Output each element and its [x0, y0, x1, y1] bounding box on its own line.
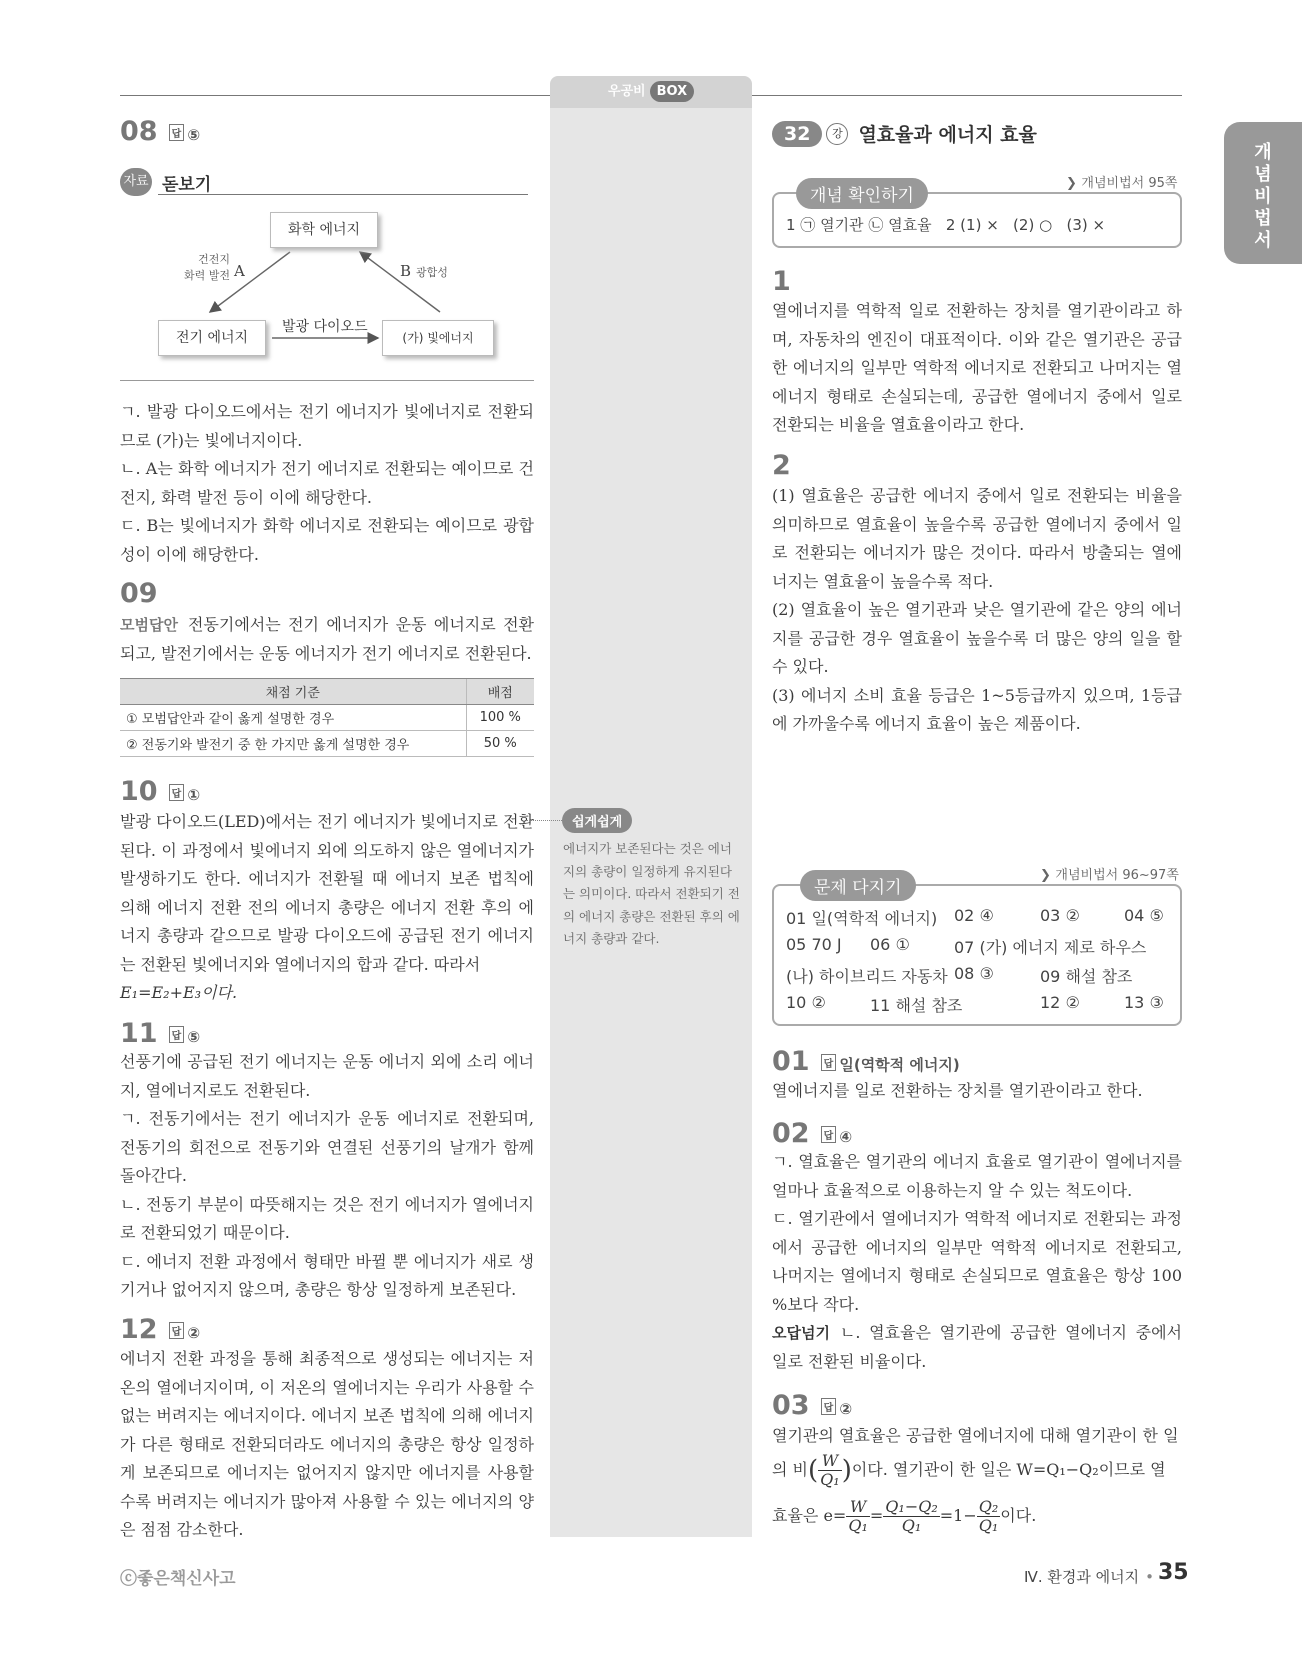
q11-heading — [120, 1018, 200, 1049]
model-answer-tag: 모범답안 — [120, 616, 178, 634]
q12-heading — [120, 1314, 200, 1345]
diagram-b-note: 광합성 — [416, 266, 448, 279]
q10-number: 10 — [120, 776, 158, 807]
problem-item: 13 ③ — [1124, 993, 1164, 1012]
arrow-b — [360, 252, 440, 312]
problem-item: 06 ① — [870, 935, 910, 954]
lesson-number: 32 — [772, 121, 822, 147]
q11-line: ㄴ. 전동기 부분이 따뜻해지는 것은 전기 에너지가 열에너지로 전환되었기 때문이다. — [120, 1194, 534, 1242]
publisher-logo: ⓒ좋은책신사고 — [120, 1569, 236, 1589]
bullet-icon: • — [1145, 1568, 1154, 1586]
page-number: 35 — [1158, 1560, 1189, 1585]
frac-denominator: Q₁ — [901, 1516, 922, 1535]
q11-number: 11 — [120, 1018, 158, 1049]
q10-answer — [169, 786, 200, 804]
r03-answer — [821, 1400, 852, 1418]
q08-line: ㄴ. A는 화학 에너지가 전기 에너지로 전환되는 예이므로 건전지, 화력 발전 등이 이에 해당한다. — [120, 459, 534, 507]
r03-line3-b: =1− — [939, 1506, 977, 1525]
problem-item: 12 ② — [1040, 993, 1080, 1012]
answer-icon: 답 — [169, 1026, 185, 1043]
q11-line: 선풍기에 공급된 전기 에너지는 운동 에너지 외에 소리 에너지, 열에너지로도 전환된다. — [120, 1052, 534, 1100]
table-cell: ① 모범답안과 같이 옳게 설명한 경우 — [120, 705, 466, 731]
q11-line: ㄷ. 에너지 전환 과정에서 형태만 바뀔 뿐 에너지가 새로 생기거나 없어지지 않으며, 총량은 항상 일정하게 보존된다. — [120, 1251, 534, 1299]
q12-text: 에너지 전환 과정을 통해 최종적으로 생성되는 에너지는 저온의 열에너지이며, 이 저온의 열에너지는 우리가 사용할 수 없는 버려지는 에너지이다. 에너지 보존 법칙에 의해 에너지가 다른 형태로 전환되더라도 에너지의 총량은 항상 일정하게 보존되므로 에너지는 없어지지 않지만 에너지를 사용할수록 버려지는 에너지가 많아져 사용할 수 있는 에너지의 양은 점점 감소한다. — [120, 1349, 534, 1539]
r02-line: ㄱ. 열효율은 열기관의 에너지 효율로 열기관이 열에너지를 얼마나 효율적으로 이용하는지 알 수 있는 척도이다. — [772, 1152, 1182, 1200]
chevron-right-icon: ❯ — [1066, 176, 1082, 191]
lesson-title: 열효율과 에너지 효율 — [858, 124, 1037, 146]
wrong-answer-tag: 오답넘기 — [772, 1324, 830, 1342]
r01-heading — [772, 1046, 960, 1077]
q08-explanation — [120, 398, 534, 569]
ratio-w-q1 — [818, 1452, 842, 1489]
q08-line: ㄱ. 발광 다이오드에서는 전기 에너지가 빛에너지로 전환되므로 (가)는 빛에너지이다. — [120, 402, 534, 450]
diagram-led-label: 발광 다이오드 — [282, 319, 368, 335]
q10-formula: E₁=E₂+E₃이다. — [120, 983, 238, 1002]
q09-heading — [120, 578, 158, 609]
table-cell: ② 전동기와 발전기 중 한 가지만 옳게 설명한 경우 — [120, 731, 466, 757]
diagram-node-electric: 전기 에너지 — [158, 320, 266, 356]
r02-line: ㄷ. 열기관에서 열에너지가 역학적 에너지로 전환되는 과정에서 공급한 에너지의 일부만 역학적 에너지로 전환되고, 나머지는 열에너지 형태로 손실되므로 열효율은 항상 100 %보다 작다. — [772, 1209, 1182, 1314]
diagram-a-note: 건전지 화력 발전 — [183, 253, 230, 282]
scoring-table — [120, 678, 534, 757]
table-cell: 100 % — [466, 705, 534, 731]
easy-note-title: 쉽게쉽게 — [562, 808, 632, 833]
problem-item: 02 ④ — [954, 906, 994, 925]
r03-answer-value: ② — [839, 1400, 853, 1418]
paren-close: ) — [841, 1455, 852, 1486]
r01-number: 01 — [772, 1046, 810, 1077]
lesson-heading — [772, 120, 1037, 147]
frac-numerator: Q₁−Q₂ — [885, 1497, 938, 1516]
r03-line3-a: 효율은 e= — [772, 1506, 847, 1525]
r02-wrong — [772, 1319, 1182, 1376]
answer-icon: 답 — [169, 1322, 185, 1339]
table-cell: 50 % — [466, 731, 534, 757]
answer-icon: 답 — [169, 784, 185, 801]
frac-denominator: Q₁ — [848, 1516, 868, 1535]
q09-text — [120, 611, 534, 668]
r01-text: 열에너지를 일로 전환하는 장치를 열기관이라고 한다. — [772, 1081, 1143, 1100]
r02-heading — [772, 1118, 852, 1149]
paren-open: ( — [808, 1455, 819, 1486]
concept-2-text — [772, 482, 1182, 739]
r01-answer — [821, 1056, 960, 1074]
r02-text — [772, 1148, 1182, 1376]
q11-line: ㄱ. 전동기에서는 전기 에너지가 운동 에너지로 전환되며, 전동기의 회전으로 전동기와 연결된 선풍기의 날개가 함께 돌아간다. — [120, 1109, 534, 1185]
label-underline — [158, 194, 528, 195]
data-circle-icon: 자료 — [120, 168, 152, 196]
r03-number: 03 — [772, 1390, 810, 1421]
q08-heading — [120, 116, 200, 147]
concept-pill: 개념 확인하기 — [796, 178, 928, 209]
problem-item: 07 (가) 에너지 제로 하우스 — [954, 938, 1147, 957]
r03-line3 — [772, 1498, 1182, 1535]
table-header-criteria: 채점 기준 — [120, 679, 466, 705]
concept-1-text: 열에너지를 역학적 일로 전환하는 장치를 열기관이라고 하며, 자동차의 엔진이 대표적이다. 이와 같은 열기관은 공급한 에너지의 일부만 역학적 에너지로 전환되고 나머지는 열에너지 형태로 손실되는데, 공급한 열에너지 중에서 일로 전환되는 비율을 열효율이라고 한다. — [772, 301, 1182, 434]
concept-2-line: (1) 열효율은 공급한 에너지 중에서 일로 전환되는 비율을 의미하므로 열효율이 높을수록 공급한 열에너지 중에서 일로 전환되는 에너지가 많은 것이다. 따라서 방출되는 열에너지는 열효율이 높을수록 적다. — [772, 486, 1182, 591]
q10-text — [120, 808, 534, 1008]
frac-denominator: Q₁ — [820, 1470, 840, 1489]
q11-answer-value: ⑤ — [187, 1028, 201, 1046]
r03-heading — [772, 1390, 852, 1421]
answer-icon: 답 — [821, 1054, 837, 1071]
frac-numerator: Q₂ — [978, 1497, 999, 1516]
r02-number: 02 — [772, 1118, 810, 1149]
box-tab — [550, 76, 752, 108]
answer-icon: 답 — [821, 1126, 837, 1143]
problem-ref-text: 개념비법서 96~97쪽 — [1055, 868, 1179, 883]
r03-line2-a: 의 비 — [772, 1460, 808, 1479]
r02-answer — [821, 1128, 852, 1146]
diagram-node-chemical: 화학 에너지 — [270, 212, 378, 248]
diagram-node-light: (가) 빛에너지 — [382, 320, 494, 356]
r02-wrong-text: ㄴ. 열효율은 열기관에 공급한 열에너지 중에서 일로 전환된 비율이다. — [772, 1323, 1182, 1371]
problem-item: 11 해설 참조 — [870, 996, 963, 1015]
data-magnifier-label — [120, 168, 534, 198]
footer-section — [1024, 1566, 1160, 1587]
problem-pill: 문제 다지기 — [800, 870, 916, 901]
diagram-bottom-rule — [120, 380, 534, 381]
problem-item: 01 일(역학적 에너지) — [786, 909, 938, 928]
table-row — [120, 705, 534, 731]
table-header-score: 배점 — [466, 679, 534, 705]
problem-item: 04 ⑤ — [1124, 906, 1164, 925]
chevron-right-icon: ❯ — [1040, 868, 1056, 883]
r03-line1: 열기관의 열효율은 공급한 열에너지에 대해 열기관이 한 일 — [772, 1426, 1179, 1445]
q09-number: 09 — [120, 578, 158, 609]
equals-sign: = — [869, 1506, 884, 1525]
concept-1-number: 1 — [772, 266, 791, 297]
concept-ref — [1066, 172, 1177, 191]
r01-answer-value: 일(역학적 에너지) — [839, 1056, 960, 1074]
side-tab-label: 개념비법서 — [1254, 142, 1272, 251]
frac-denominator: Q₁ — [978, 1516, 999, 1535]
q08-number: 08 — [120, 116, 158, 147]
box-tab-badge: BOX — [650, 81, 695, 102]
diagram-a-letter: A — [234, 262, 245, 280]
concept-2-line: (2) 열효율이 높은 열기관과 낮은 열기관에 같은 양의 에너지를 공급한 경우 열효율이 높을수록 더 많은 양의 일을 할 수 있다. — [772, 600, 1182, 676]
q08-answer — [169, 126, 200, 144]
q09-answer-text: 전동기에서는 전기 에너지가 운동 에너지로 전환되고, 발전기에서는 운동 에너지가 전기 에너지로 전환된다. — [120, 615, 534, 663]
q10-answer-value: ① — [187, 786, 201, 804]
problem-item: 05 70 J — [786, 935, 842, 954]
r02-answer-value: ④ — [839, 1128, 853, 1146]
answer-icon: 답 — [169, 124, 185, 141]
box-tab-label: 우공비 — [607, 84, 646, 99]
lesson-badge: 강 — [826, 123, 848, 145]
problem-item: 10 ② — [786, 993, 826, 1012]
footer-section-text: Ⅳ. 환경과 에너지 — [1024, 1568, 1140, 1586]
frac-numerator: W — [818, 1452, 842, 1471]
answer-icon: 답 — [821, 1398, 837, 1415]
problem-ref — [1040, 864, 1179, 883]
problem-item: 09 해설 참조 — [1040, 967, 1133, 986]
concept-2-number: 2 — [772, 450, 791, 481]
efficiency-frac-1 — [846, 1498, 870, 1535]
concept-answers: 1 ㉠ 열기관 ㉡ 열효율 2 (1) × (2) ○ (3) × — [786, 216, 1106, 234]
table-row — [120, 731, 534, 757]
q11-answer — [169, 1028, 200, 1046]
easy-note-text: 에너지가 보존된다는 것은 에너지의 총량이 일정하게 유지된다는 의미이다. 따라서 전환되기 전의 에너지 총량은 전환된 후의 에너지 총량과 같다. — [563, 841, 740, 946]
q08-answer-value: ⑤ — [187, 126, 201, 144]
q12-answer-value: ② — [187, 1324, 201, 1342]
q11-text — [120, 1048, 534, 1305]
problem-item: 03 ② — [1040, 906, 1080, 925]
frac-numerator: W — [846, 1498, 870, 1517]
r03-line2 — [772, 1452, 1182, 1489]
data-magnifier-title: 돋보기 — [162, 175, 212, 195]
q12-answer — [169, 1324, 200, 1342]
q10-body: 발광 다이오드(LED)에서는 전기 에너지가 빛에너지로 전환된다. 이 과정에서 빛에너지 외에 의도하지 않은 열에너지가 발생하기도 한다. 에너지가 전환될 때 에너지 보존 법칙에 의해 에너지 전환 전의 에너지 총량은 에너지 전환 후의 에너지 총량과 같으므로 발광 다이오드에 공급된 전기 에너지는 전환된 빛에너지와 열에너지의 합과 같다. 따라서 — [120, 812, 534, 974]
r03-line2-b: 이다. 열기관이 한 일은 W=Q₁−Q₂이므로 열 — [851, 1460, 1166, 1479]
r03-line3-c: 이다. — [1000, 1506, 1037, 1525]
problem-item: 08 ③ — [954, 964, 994, 983]
concept-2-line: (3) 에너지 소비 효율 등급은 1~5등급까지 있으며, 1등급에 가까울수록 에너지 효율이 높은 제품이다. — [772, 685, 1182, 733]
q12-number: 12 — [120, 1314, 158, 1345]
efficiency-frac-2 — [883, 1498, 939, 1535]
concept-ref-text: 개념비법서 95쪽 — [1081, 176, 1178, 191]
note-connector — [526, 820, 562, 821]
q10-heading — [120, 776, 200, 807]
q08-line: ㄷ. B는 빛에너지가 화학 에너지로 전환되는 예이므로 광합성이 이에 해당한다. — [120, 516, 534, 564]
problem-item: (나) 하이브리드 자동차 — [786, 967, 948, 986]
efficiency-frac-3 — [977, 1498, 1001, 1535]
side-tab — [1224, 122, 1302, 264]
diagram-b-letter: B — [400, 262, 412, 280]
